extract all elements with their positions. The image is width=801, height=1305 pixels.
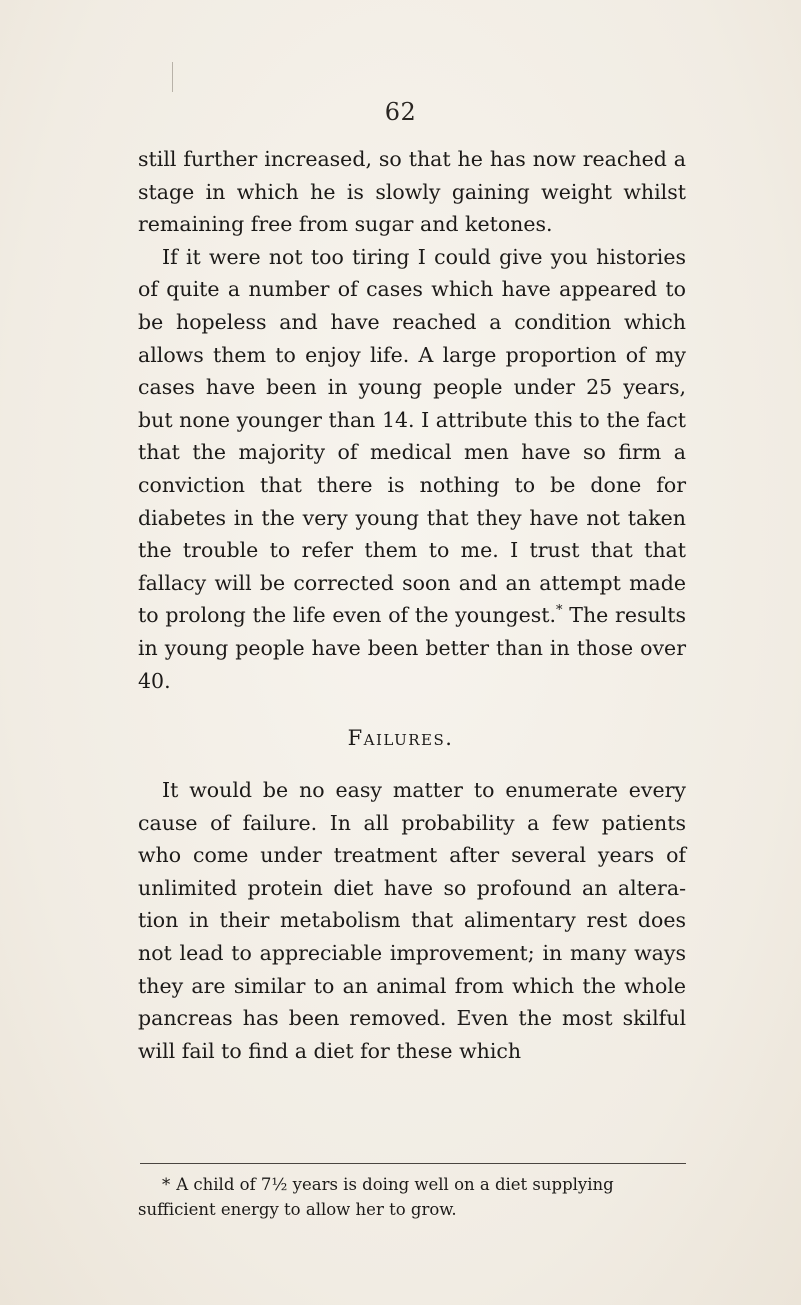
paragraph-case-histories-text: If it were not too tiring I could give you histories of quite a number of cases which have appeared to be hopeless and have reached a condition which allows them to enjoy life. A large proportion of my cases have been in young people under 25 years, but none younger than 14. I attribute this to the fact that the majority of medical men have so firm a conviction that there is nothing to be done for diabetes in the very young that they have not taken the trouble to refer them to me. I trust that that fallacy will be corrected soon and an attempt made to prolong the life even of the youngest. [138,244,686,628]
paragraph-case-histories-tail: The results in young people have been better than in those over 40. [138,603,686,693]
paragraph-failures: It would be no easy matter to enumerate every cause of failure. In all probability a few patients who come under treatment after several years of unlimited protein diet have so profound an altera-tion in their metabolism that alimentary rest does not lead to appreciable improvement; in many ways they are similar to an animal from which the whole pancreas has been removed. Even the most skilful will fail to find a diet for these which [138,778,686,1063]
paragraph-continuation: still further increased, so that he has now reached a stage in which he is slowly gaining weight whilst remaining free from sugar and ketones. [138,147,686,237]
footnote-reference: * [556,603,563,619]
section-text [138,774,686,1067]
body-text [138,143,686,697]
footnote-text: A child of 7½ years is doing well on a diet supplying sufficient energy to allow her to grow. [138,1175,614,1219]
footnote [138,1172,686,1222]
footnote-divider [140,1163,686,1164]
page-number: 62 [384,98,417,126]
section-heading: Failures. [347,726,454,750]
paragraph-case-histories [138,241,686,697]
footnote-mark: * [162,1175,171,1194]
page-edge-mark [172,62,173,92]
